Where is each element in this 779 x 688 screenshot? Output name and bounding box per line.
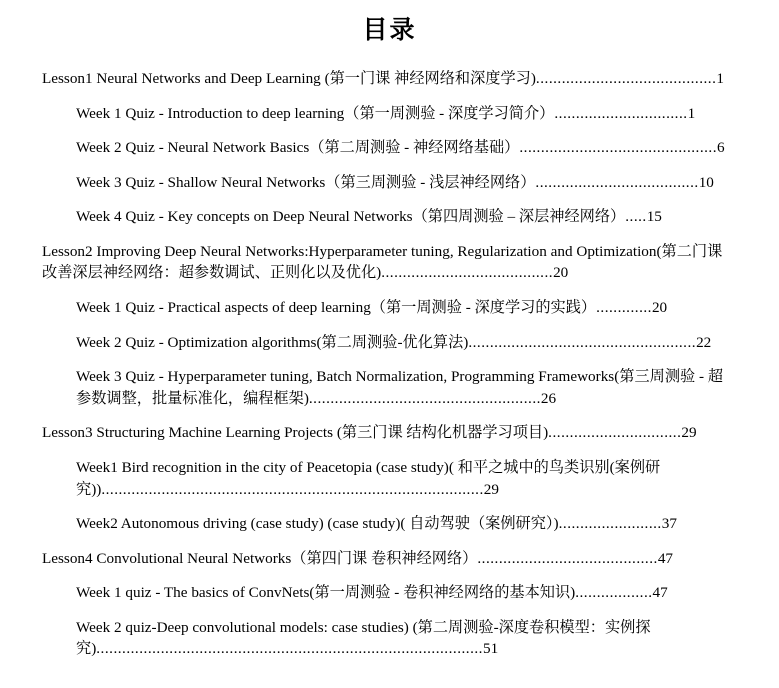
toc-entry-label: Lesson3 Structuring Machine Learning Projects (第三门课 结构化机器学习项目) [42,424,549,442]
toc-page-number: 20 [651,299,668,317]
toc-entry-label: Week 3 Quiz - Shallow Neural Networks（第三周测验 - 浅层神经网络） [76,173,536,191]
toc-page-number: 29 [681,424,697,442]
toc-leader-dots: .......................................... [477,549,658,567]
toc-entry-label: Week 2 quiz-Deep convolutional models: case studies) (第二周测验-深度卷积模型：实例探究) [76,618,651,658]
toc-leader-dots: .................. [575,584,653,602]
toc-entry[interactable] [42,422,737,444]
toc-page-number: 10 [698,173,714,191]
toc-entry-label: Week 1 Quiz - Introduction to deep learning（第一周测验 - 深度学习简介） [76,104,555,122]
toc-leader-dots: ...................................... [535,173,699,191]
page-title: 目录 [362,17,417,44]
toc-entry[interactable] [42,241,737,284]
toc-leader-dots: ......................................................................................... [101,480,484,498]
toc-leader-dots: .......................................... [535,70,717,87]
toc-entry-label: Lesson2 Improving Deep Neural Networks:Hyperparameter tuning, Regularization and Optimization(第二门课 改善深层神经网络：超参数调试、正则化以及优化) [42,242,723,282]
toc-page-number: 15 [646,208,662,226]
toc-page-number: 51 [482,640,499,658]
toc-leader-dots: ..................................................... [468,333,697,351]
toc-entry[interactable] [42,457,737,500]
toc-page-number: 26 [540,389,557,407]
toc-entry-label: Week 1 quiz - The basics of ConvNets(第一周测验 - 卷积神经网络的基本知识) [76,584,576,602]
toc-entry[interactable] [42,172,737,194]
toc-page-number: 1 [687,104,696,122]
toc-leader-dots: ............................... [548,424,682,442]
toc-page-number: 37 [661,515,677,533]
toc-entry-label: Lesson1 Neural Networks and Deep Learning (第一门课 神经网络和深度学习) [42,70,536,87]
toc-page-number: 29 [483,480,499,498]
toc-entry-label: Week 4 Quiz - Key concepts on Deep Neural Networks（第四周测验 – 深层神经网络） [76,208,626,226]
toc-entry[interactable] [42,206,737,228]
toc-entry[interactable] [42,366,737,409]
table-of-contents [42,68,737,660]
toc-entry[interactable] [42,617,737,660]
toc-entry[interactable] [42,137,737,159]
toc-leader-dots: ........................................ [381,264,554,282]
toc-entry-label: Week 2 Quiz - Optimization algorithms(第二周测验-优化算法) [76,333,469,351]
toc-leader-dots: ........................ [558,515,662,533]
toc-page-number: 20 [553,264,569,282]
toc-entry[interactable] [42,297,737,319]
toc-page-number: 22 [696,333,712,351]
toc-page-number: 47 [657,549,673,567]
toc-entry-label: Week1 Bird recognition in the city of Peacetopia (case study)( 和平之城中的鸟类识别(案例研究)) [76,458,661,498]
toc-entry-label: Week2 Autonomous driving (case study) (case study)( 自动驾驶（案例研究）) [76,515,559,533]
toc-leader-dots: ............. [596,299,652,317]
toc-page-number: 47 [652,584,668,602]
toc-entry-label: Week 3 Quiz - Hyperparameter tuning, Batch Normalization, Programming Frameworks(第三周测验 - 超参数调整，批量标准化，编程框架) [76,368,724,407]
toc-leader-dots: ..... [625,208,647,226]
toc-page-number: 6 [717,139,725,157]
toc-entry[interactable] [42,582,737,604]
toc-leader-dots: .............................................. [519,139,718,157]
toc-entry[interactable] [42,513,737,535]
toc-leader-dots: .......................................................................................... [96,640,483,658]
toc-entry-label: Lesson4 Convolutional Neural Networks（第四门课 卷积神经网络） [42,549,478,567]
document-page [0,10,779,688]
toc-entry[interactable] [42,548,737,570]
toc-leader-dots: ...................................................... [308,389,541,407]
toc-entry[interactable] [42,332,737,354]
toc-entry-label: Week 1 Quiz - Practical aspects of deep learning（第一周测验 - 深度学习的实践） [76,299,597,317]
toc-entry[interactable] [42,68,737,90]
toc-page-number: 1 [716,70,724,87]
toc-entry[interactable] [42,103,737,125]
toc-leader-dots: ............................... [554,104,688,122]
toc-entry-label: Week 2 Quiz - Neural Network Basics（第二周测验 - 神经网络基础） [76,139,520,157]
